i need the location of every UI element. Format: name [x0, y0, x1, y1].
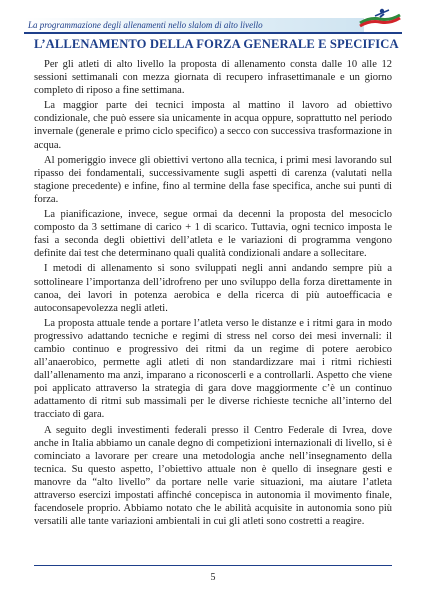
header-rule: [24, 32, 402, 34]
paragraph: La pianificazione, invece, segue ormai da decenni la proposta del mesociclo composto da 3 settimane di carico + 1 di scarico. Tuttavia, ogni tecnico imposta le fasi a seconda degli obiettivi dell’atleta e le variazioni di programma vengono definite dai test che determinano quali qualità condizionali andare a sollecitare.: [34, 209, 392, 260]
footer-rule: [34, 565, 392, 566]
article: [34, 36, 399, 530]
paragraph: A seguito degli investimenti federali presso il Centro Federale di Ivrea, dove anche in Italia abbiamo un canale degno di competizioni internazionali di livello, si è cominciato a lavorare per creare una metodologia anche nell’insegnamento della tecnica. Su questo aspetto, l’obiettivo attuale non è quello di insegnare gesti e manovre da “alto livello” da portare nelle varie situazioni, ma aiutare l’atleta attraverso esercizi impostati affinché concepisca in autonomia il movimento finale, facendosele proprio. Abbiamo notato che le abilità acquisite in autonomia sono più versatili alle tante variazioni ambientali in cui gli atleti sono costretti a reagire.: [34, 424, 392, 528]
running-title: La programmazione degli allenamenti nello slalom di alto livello: [28, 20, 263, 30]
kayak-paddler-logo-icon: [358, 6, 402, 30]
paragraph: I metodi di allenamento si sono sviluppati negli anni andando sempre più a sottolineare l’importanza dell’idrofreno per uno sviluppo della forza direttamente in canoa, dei lavori in potenza aerobica e della ricerca di più autoefficacia e autoconsapevolezza negli atleti.: [34, 263, 392, 314]
paragraph: Per gli atleti di alto livello la proposta di allenamento consta dalle 10 alle 12 sessioni settimanali con mezza giornata di recupero infrasettimanale e un giorno completo di riposo a fine settimana.: [34, 59, 392, 97]
article-title: L’ALLENAMENTO DELLA FORZA GENERALE E SPECIFICA: [34, 37, 399, 51]
page-header: [24, 8, 402, 34]
page-number: 5: [210, 572, 216, 583]
paragraph: La proposta attuale tende a portare l’atleta verso le distanze e i ritmi gara in modo progressivo adattando tecniche e regimi di stress nel corso dei mesi invernali: il cambio continuo e progressivo dei ritmi da un regime di potere aerobico all’anaerobico, permette agli atleti di non standardizzare mai i ritmi richiesti dall’allenamento ma anzi, imparano a riconoscerli e a controllarli. Aspetto che viene poi applicato attraverso la strategia di gara dove maggiormente c’è un continuo adattamento di ritmi sub massimali per le diverse richieste tecniche all’interno del tracciato di gara.: [34, 317, 392, 421]
paragraph: Al pomeriggio invece gli obiettivi vertono alla tecnica, i primi mesi lavorando sul ripasso dei fondamentali, successivamente sugli aspetti di carenza (valutati nella stagione precedente) e infine, fino al termine della fase specifica, anche sui punti di forza.: [34, 154, 392, 205]
paragraph: La maggior parte dei tecnici imposta al mattino il lavoro ad obiettivo condizionale, che può essere sia unicamente in acqua oppure, soprattutto nel periodo invernale (generale e primo ciclo specifico) a secco con successiva trasformazione in acqua.: [34, 100, 392, 151]
